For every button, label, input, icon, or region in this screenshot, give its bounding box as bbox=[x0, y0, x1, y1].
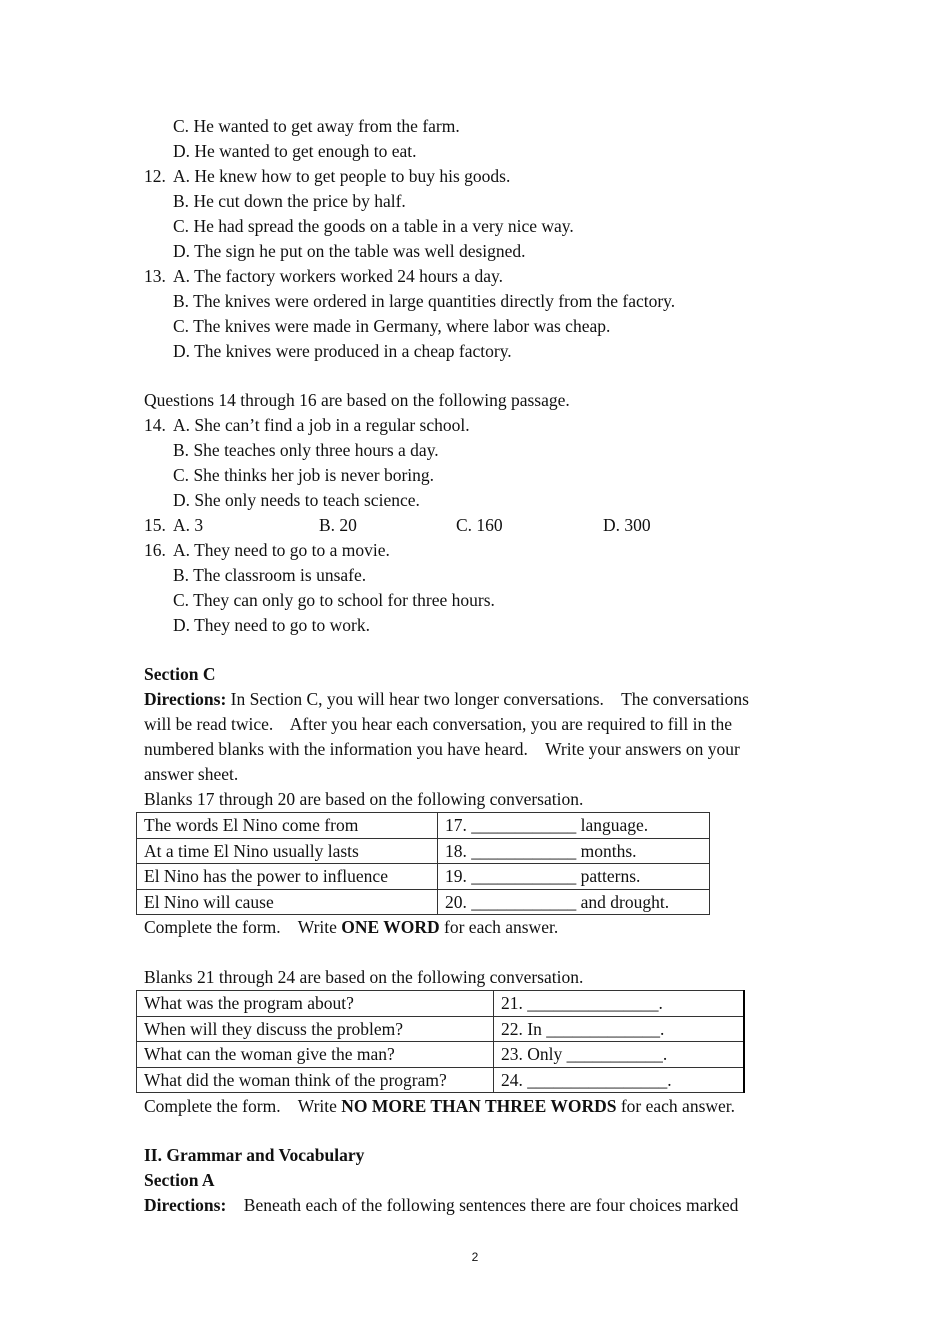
option-letter: C. bbox=[173, 590, 190, 610]
option-letter: B. bbox=[173, 440, 190, 460]
answer-cell[interactable]: 23. Only ___________. bbox=[494, 1042, 745, 1068]
section-c-heading: Section C bbox=[144, 664, 216, 684]
directions-label: Directions: bbox=[144, 1195, 227, 1215]
q15-number: 15. bbox=[144, 515, 166, 535]
option-letter: B. bbox=[173, 565, 190, 585]
option-letter: C. bbox=[173, 316, 190, 336]
answer-cell[interactable]: 20. ____________ and drought. bbox=[438, 889, 710, 915]
note-text: for each answer. bbox=[439, 917, 559, 937]
q14-option-d bbox=[173, 488, 420, 513]
table-row bbox=[137, 1042, 745, 1068]
section-c-directions-line-4: answer sheet. bbox=[144, 764, 239, 784]
option-letter: C. bbox=[173, 116, 190, 136]
q14-option-c bbox=[173, 463, 434, 488]
table2-intro: Blanks 21 through 24 are based on the following conversation. bbox=[144, 967, 584, 987]
option-letter: A. bbox=[173, 540, 191, 560]
note-text: Complete the form. Write bbox=[144, 917, 342, 937]
option-text: The classroom is unsafe. bbox=[193, 565, 367, 585]
prompt-cell: The words El Nino come from bbox=[137, 813, 438, 839]
option-letter: D. bbox=[173, 615, 191, 635]
prompt-cell: El Nino will cause bbox=[137, 889, 438, 915]
passage-intro: Questions 14 through 16 are based on the following passage. bbox=[144, 390, 570, 410]
prompt-cell: What was the program about? bbox=[137, 991, 494, 1017]
option-text: He wanted to get enough to eat. bbox=[194, 141, 417, 161]
table1-intro: Blanks 17 through 20 are based on the following conversation. bbox=[144, 789, 584, 809]
q11-option-d bbox=[173, 139, 416, 164]
table-row bbox=[137, 889, 710, 915]
q16-option-b bbox=[173, 563, 366, 588]
q16-number: 16. bbox=[144, 540, 166, 560]
table-row bbox=[137, 813, 710, 839]
q13-option-b bbox=[173, 289, 675, 314]
q13-option-c bbox=[173, 314, 610, 339]
option-letter: C. bbox=[173, 465, 190, 485]
note-text: for each answer. bbox=[616, 1096, 736, 1116]
q15-option-d: D. 300 bbox=[603, 515, 651, 535]
q12-option-a bbox=[173, 164, 510, 189]
option-letter: C. bbox=[173, 216, 190, 236]
option-text: She can’t find a job in a regular school. bbox=[194, 415, 470, 435]
section-c-directions-line-2: will be read twice. After you hear each conversation, you are required to fill in the bbox=[144, 714, 732, 734]
option-letter: D. bbox=[173, 141, 191, 161]
option-text: The factory workers worked 24 hours a day. bbox=[194, 266, 503, 286]
q14-number: 14. bbox=[144, 415, 166, 435]
option-text: She only needs to teach science. bbox=[194, 490, 420, 510]
part2-heading: II. Grammar and Vocabulary bbox=[144, 1145, 365, 1165]
option-text: The knives were made in Germany, where labor was cheap. bbox=[193, 316, 611, 336]
table-row bbox=[137, 1016, 745, 1042]
answer-cell[interactable]: 21. _______________. bbox=[494, 991, 745, 1017]
option-letter: A. bbox=[173, 166, 191, 186]
q16-option-a bbox=[173, 538, 390, 563]
option-text: He wanted to get away from the farm. bbox=[193, 116, 460, 136]
directions-text: In Section C, you will hear two longer conversations. The conversations bbox=[230, 689, 749, 709]
note-emphasis: NO MORE THAN THREE WORDS bbox=[341, 1096, 617, 1116]
prompt-cell: What can the woman give the man? bbox=[137, 1042, 494, 1068]
prompt-cell: El Nino has the power to influence bbox=[137, 864, 438, 890]
answer-cell[interactable]: 18. ____________ months. bbox=[438, 838, 710, 864]
q12-option-c bbox=[173, 214, 574, 239]
q15-option-a: A. 3 bbox=[173, 515, 204, 535]
q16-option-c bbox=[173, 588, 495, 613]
q12-option-b bbox=[173, 189, 406, 214]
table-row bbox=[137, 864, 710, 890]
answer-cell[interactable]: 22. In _____________. bbox=[494, 1016, 745, 1042]
note-text: Complete the form. Write bbox=[144, 1096, 342, 1116]
answer-cell[interactable]: 19. ____________ patterns. bbox=[438, 864, 710, 890]
option-text: They need to go to work. bbox=[194, 615, 371, 635]
option-letter: D. bbox=[173, 341, 191, 361]
page-number: 2 bbox=[471, 1250, 479, 1264]
q12-number: 12. bbox=[144, 166, 166, 186]
option-letter: D. bbox=[173, 490, 191, 510]
el-nino-form-table bbox=[136, 812, 710, 915]
option-text: They can only go to school for three hours. bbox=[193, 590, 495, 610]
note-emphasis: ONE WORD bbox=[341, 917, 440, 937]
option-letter: D. bbox=[173, 241, 191, 261]
q15-option-b: B. 20 bbox=[319, 515, 357, 535]
q16-option-d bbox=[173, 613, 370, 638]
section-c-directions-line-1 bbox=[144, 687, 749, 712]
table1-note bbox=[144, 915, 558, 940]
prompt-cell: When will they discuss the problem? bbox=[137, 1016, 494, 1042]
q14-option-b bbox=[173, 438, 439, 463]
option-text: He knew how to get people to buy his goods. bbox=[194, 166, 511, 186]
option-text: The knives were ordered in large quantities directly from the factory. bbox=[193, 291, 676, 311]
program-form-table bbox=[136, 990, 745, 1093]
option-letter: B. bbox=[173, 191, 190, 211]
q13-option-d bbox=[173, 339, 512, 364]
option-text: He had spread the goods on a table in a very nice way. bbox=[193, 216, 574, 236]
q13-number: 13. bbox=[144, 266, 166, 286]
option-text: He cut down the price by half. bbox=[193, 191, 406, 211]
option-text: The sign he put on the table was well designed. bbox=[194, 241, 526, 261]
table-row bbox=[137, 1067, 745, 1093]
answer-cell[interactable]: 17. ____________ language. bbox=[438, 813, 710, 839]
part2-directions bbox=[144, 1193, 738, 1218]
option-text: The knives were produced in a cheap factory. bbox=[194, 341, 512, 361]
section-c-directions-line-3: numbered blanks with the information you have heard. Write your answers on your bbox=[144, 739, 740, 759]
prompt-cell: At a time El Nino usually lasts bbox=[137, 838, 438, 864]
directions-text: Beneath each of the following sentences there are four choices marked bbox=[226, 1195, 739, 1215]
option-text: They need to go to a movie. bbox=[194, 540, 390, 560]
option-text: She teaches only three hours a day. bbox=[193, 440, 439, 460]
q15-option-c: C. 160 bbox=[456, 515, 503, 535]
answer-cell[interactable]: 24. ________________. bbox=[494, 1067, 745, 1093]
option-text: She thinks her job is never boring. bbox=[193, 465, 435, 485]
option-letter: B. bbox=[173, 291, 190, 311]
table-row bbox=[137, 838, 710, 864]
part2-section-a-heading: Section A bbox=[144, 1170, 215, 1190]
table2-note bbox=[144, 1094, 735, 1119]
directions-label: Directions: bbox=[144, 689, 227, 709]
prompt-cell: What did the woman think of the program? bbox=[137, 1067, 494, 1093]
option-letter: A. bbox=[173, 266, 191, 286]
q11-option-c bbox=[173, 114, 460, 139]
q14-option-a bbox=[173, 413, 470, 438]
q12-option-d bbox=[173, 239, 526, 264]
q13-option-a bbox=[173, 264, 503, 289]
table-row bbox=[137, 991, 745, 1017]
option-letter: A. bbox=[173, 415, 191, 435]
